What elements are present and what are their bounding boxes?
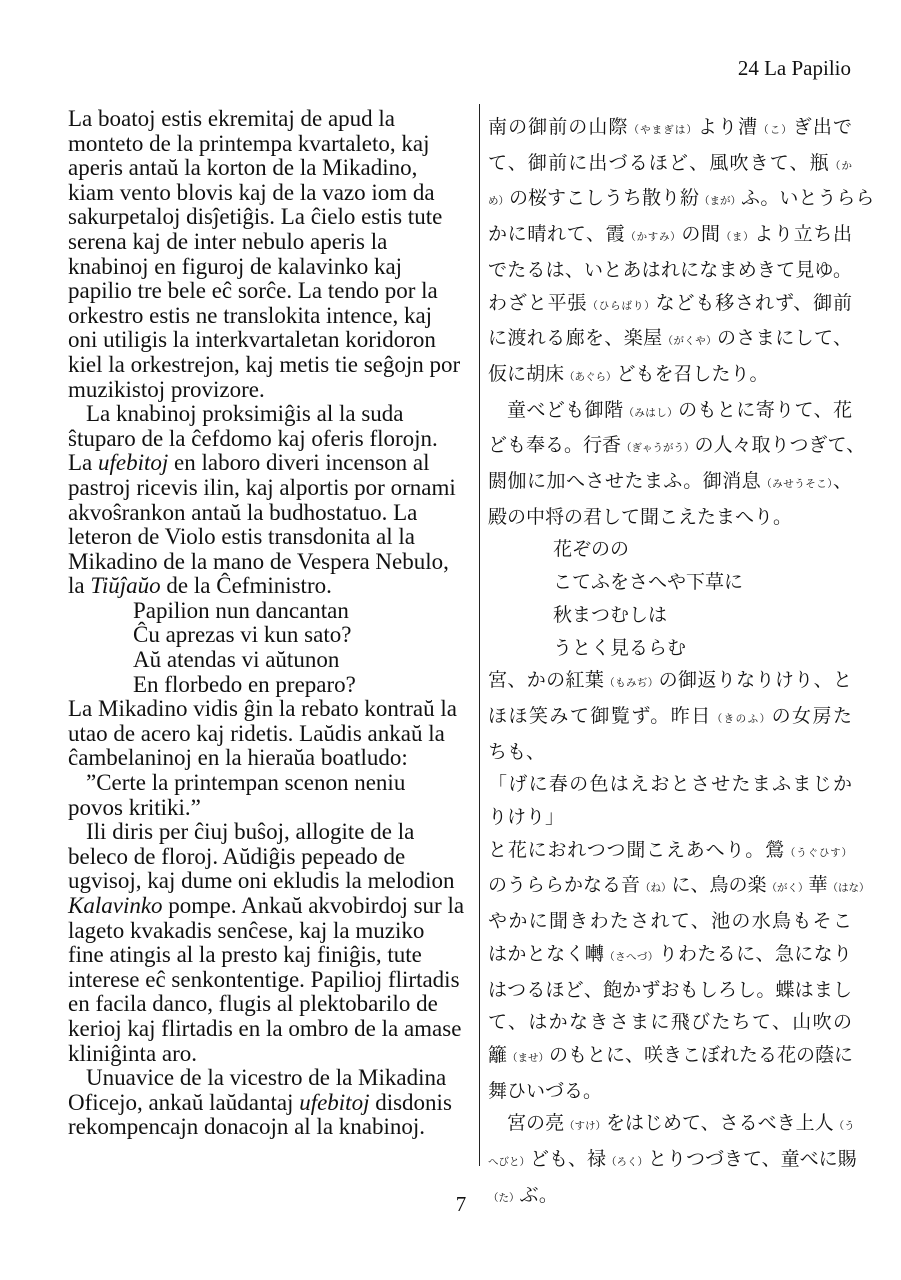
text-line [68,230,476,255]
paragraph-block [68,820,476,1066]
text-line [68,1042,476,1067]
reading-gloss: （ろく） [606,1156,649,1169]
text-line [68,132,476,157]
text-run: ぎ出で [792,116,852,138]
reading-gloss: （か [829,159,852,172]
continued-block [488,664,852,768]
text-line [488,1179,852,1215]
text-line [68,525,476,550]
text-line [68,451,476,476]
text-line [488,254,852,287]
text-run: Ili diris per ĉiuj buŝoj, allogite de la [86,819,415,845]
text-line [68,845,476,870]
text-line [68,156,476,181]
text-run: りけり」 [488,806,565,829]
text-line [68,328,476,353]
text-run: 宮、かの紅葉 [488,669,605,692]
continued-block [488,111,875,394]
text-run: のうららかなる音 [488,874,641,897]
text-run: の人々取りつぎて、 [694,434,866,457]
reading-gloss: （みせうそこ） [761,478,833,491]
text-run: のもとに寄りて、花 [678,398,852,421]
text-run: Aŭ atendas vi aŭtunon [133,647,340,673]
text-run: Oficejo, ankaŭ laŭdantaj [68,1089,300,1115]
text-run: knabinoj en figuroj de kalavinko kaj [68,253,403,279]
running-title: 24 La Papilio [737,56,851,80]
text-run: 、 [832,470,852,493]
text-line [488,147,852,183]
text-run: と花におれつつ聞こえあへり。鶯 [488,838,785,861]
reading-gloss: （ね） [640,882,672,895]
text-run: 閼伽に加へさせたまふ。御消息 [488,470,762,493]
text-run: はつるほど、飽かずおもしろし。蝶はまし [488,978,852,1001]
text-run: ちも、 [488,740,546,763]
text-run: serena kaj de inter nebulo aperis la [68,228,388,254]
text-run: 秋まつむしは [553,603,668,626]
text-line [68,968,476,993]
text-run: papilio tre bele eĉ sorĉe. La tendo por la [68,278,438,304]
text-run: rekompencajn donacojn al la knabinoj. [68,1114,426,1140]
reading-gloss: （がく） [766,882,809,895]
text-run: 南の御前の山際 [488,116,629,138]
text-line [68,771,476,796]
text-line [68,648,476,673]
text-run: disdonis [369,1089,452,1115]
paragraph-block [68,402,476,599]
text-run: をはじめて、さるべき上人 [606,1112,834,1135]
text-run: の間 [681,223,721,246]
text-line [488,632,852,665]
text-run: leteron de Violo estis transdonita al la [68,524,415,550]
text-run: 童べども御階 [507,398,624,421]
text-line [488,869,870,905]
text-run: うとく見るらむ [553,636,687,659]
text-line [68,574,476,599]
text-run: La knabinoj proksimiĝis al la suda [86,401,404,427]
reading-gloss: （もみぢ） [604,677,659,690]
text-run: 花ぞのの [553,538,630,561]
text-run: fine atingis al la presto kaj finiĝis, tute [68,942,422,968]
text-run: La [68,450,99,476]
reading-gloss: （はな） [827,882,870,895]
text-run: でたるは、いとあはれになまめきて見ゆ。 [488,258,852,281]
text-run: en facila danco, flugis al plektobarilo de [68,991,438,1017]
reading-gloss: （ませ） [507,1051,550,1064]
text-line [68,796,476,821]
continued-block [68,697,476,771]
paragraph-block [68,771,476,820]
text-line [488,974,852,1007]
text-line [68,501,476,526]
text-line [488,1006,852,1039]
text-run: Papilion nun dancantan [133,597,349,623]
text-run: やかに聞きわたされて、池の水鳥もそこ [488,910,852,933]
text-line [68,1066,476,1091]
continued-block [68,107,476,402]
text-line [68,820,476,845]
text-run: ほほ笑みて御覧ず。昨日 [488,704,712,727]
text-line [68,992,476,1017]
text-line [488,1075,852,1108]
text-run: La boatoj estis ekremitaj de apud la [68,106,395,131]
text-line [68,205,476,230]
text-line [488,736,852,769]
text-run: 仮に胡床 [488,362,565,385]
text-line [488,664,852,700]
text-line [488,599,852,632]
text-run: に、鳥の楽 [671,874,767,897]
text-run: て、御前に出づるほど、風吹きて、瓶 [488,151,830,174]
text-line [488,287,852,323]
reading-gloss: （うぐひす） [784,846,852,859]
text-run: ĉambelaninoj en la hieraŭa boatludo: [68,745,408,771]
text-line [488,533,852,566]
italic-text: ufebitoj [98,450,169,476]
text-line [68,427,476,452]
text-run: 華 [808,874,828,897]
continued-block [488,768,852,833]
paragraph-block [488,394,866,534]
text-run: 舞ひいづる。 [488,1079,603,1102]
text-line [68,181,476,206]
text-run: kiel la orkestrejon, kaj metis tie seĝojn por [68,351,461,377]
text-run: ”Certe la printempan scenon neniu [86,770,406,796]
text-run: aperis antaŭ la korton de la Mikadino, [68,155,418,181]
text-line [488,182,875,218]
paragraph-block [68,1066,476,1140]
reading-gloss: （すけ） [564,1120,607,1133]
reading-gloss: （まが） [699,195,742,208]
italic-text: Kalavinko [68,893,163,918]
text-run: ふ。いとうらら [741,187,875,210]
text-run: とりつづきて、童べに賜 [648,1148,857,1171]
text-run: こてふをさへや下草に [553,571,744,594]
reading-gloss: （う [833,1120,855,1133]
text-run: て、はかなきさまに飛びたちて、山吹の [488,1011,852,1034]
text-line [488,566,852,599]
reading-gloss: （さへづ） [604,950,659,963]
text-run: kiam vento blovis kaj de la vazo iom da [68,179,435,205]
text-line [68,353,476,378]
text-line [68,1115,476,1140]
text-line [68,107,476,132]
text-line [488,905,852,938]
text-line [68,550,476,575]
text-line [68,919,476,944]
text-run: Ĉu aprezas vi kun sato? [133,622,352,648]
text-line [488,801,852,834]
verse-block [68,599,476,697]
text-run: ぶ。 [519,1183,558,1206]
text-run: のもとに、咲きこぼれたる花の蔭に [549,1043,854,1066]
text-line [68,402,476,427]
reading-gloss: （た） [488,1191,520,1204]
reading-gloss: （みはし） [623,406,679,419]
text-run: utao de acero kaj ridetis. Laŭdis ankaŭ la [68,720,445,746]
text-run: interese eĉ senkontentige. Papilioj flirtadis [68,966,460,992]
text-line [68,1017,476,1042]
text-line [488,218,852,254]
reading-gloss: （あぐら） [564,370,617,383]
text-run: ども奉る。行香 [488,434,622,457]
text-run: ŝtuparo de la ĉefdomo kaj oferis florojn. [68,425,438,451]
text-run: La Mikadino vidis ĝin la rebato kontraŭ la [68,696,457,722]
reading-gloss: （がくや） [662,335,718,348]
reading-gloss: （ぎゃうがう） [621,442,695,455]
text-run: 宮の亮 [507,1112,565,1135]
text-line [488,1143,857,1179]
text-run: sakurpetaloj disĵetiĝis. La ĉielo estis tute [68,204,443,230]
text-run: kliniĝinta aro. [68,1040,198,1066]
text-run: より漕 [697,116,759,138]
text-run: kerioj kaj flirtadis en la ombro de la amase [68,1015,462,1041]
text-run: に渡れる廊を、楽屋 [488,327,663,350]
text-run: のさまにして、 [717,327,852,350]
text-line [68,476,476,501]
text-line [488,501,852,534]
text-line [488,465,852,501]
reading-gloss: （ひらばり） [587,299,656,312]
text-run: muzikistoj provizore. [68,376,265,402]
text-line [68,673,476,698]
text-line [68,378,476,403]
text-line [68,1091,476,1116]
text-run: なども移されず、御前 [655,291,852,314]
continued-block [488,834,870,1108]
text-line [488,938,852,974]
text-line [68,722,476,747]
reading-gloss: め） [488,195,509,208]
text-run: beleco de floroj. Aŭdiĝis pepeado de [68,843,406,869]
text-line [488,768,852,801]
italic-text: Tiŭĵaŭo [90,573,161,599]
text-line [488,322,852,358]
text-line [68,599,476,624]
reading-gloss: （ま） [720,231,755,244]
reading-gloss: へびと） [488,1156,530,1169]
reading-gloss: （きのふ） [711,712,772,725]
text-run: akvoŝrankon antaŭ la budhostatuo. La [68,499,418,525]
text-run: pastroj ricevis ilin, kaj alportis por ornami [68,474,456,500]
text-line [488,111,852,147]
text-run: の女房た [771,704,852,727]
page-number: 7 [455,1192,467,1216]
text-run: の桜すこしうち散り紛 [509,187,700,210]
text-run: Unuavice de la vicestro de la Mikadina [86,1065,447,1091]
reading-gloss: （やまぎは） [628,124,698,136]
text-run: わざと平張 [488,291,588,314]
text-line [488,358,852,394]
text-line [68,869,476,894]
text-run: En florbedo en preparo? [133,671,356,697]
text-run: monteto de la printempa kvartaleto, kaj [68,130,430,156]
text-run: りわたるに、急になり [658,942,852,965]
verse-block [488,533,852,664]
column-divider [479,104,480,1166]
text-line [488,394,852,430]
text-run: 殿の中将の君して聞こえたまへり。 [488,505,793,528]
text-run: ugvisoj, kaj dume oni ekludis la melodion [68,868,455,894]
text-run: la [68,573,91,599]
text-line [68,255,476,280]
text-line [488,1107,855,1143]
esperanto-text-column [68,107,476,1140]
text-run: ども、禄 [530,1148,607,1171]
text-run: oni utiligis la interkvartaletan koridoron [68,327,436,353]
text-run: はかとなく囀 [488,942,605,965]
text-run: pompe. Ankaŭ akvobirdoj sur la [162,893,465,918]
text-run: orkestro estis ne translokita intence, kaj [68,302,433,328]
text-line [68,279,476,304]
text-run: かに晴れて、霞 [488,223,626,246]
text-line [68,746,476,771]
text-run: どもを召したり。 [616,362,769,385]
paragraph-block [488,1107,857,1214]
text-run: 「げに春の色はえおとさせたまふまじか [488,773,852,796]
text-run: povos kritiki.” [68,794,201,820]
text-run: de la Ĉefministro. [160,573,332,599]
text-line [488,700,852,736]
text-line [488,429,866,465]
text-line [68,697,476,722]
text-run: Mikadino de la mano de Vespera Nebulo, [68,548,449,574]
text-run: より立ち出 [754,223,852,246]
italic-text: ufebitoj [299,1089,370,1115]
text-line [68,894,476,919]
text-line [68,304,476,329]
text-run: の御返りなりけり、と [658,669,852,692]
reading-gloss: （かすみ） [625,231,682,244]
text-line [68,623,476,648]
text-line [68,943,476,968]
reading-gloss: （こ） [758,124,793,136]
text-run: 籬 [488,1043,508,1066]
text-line [488,834,852,870]
text-run: lageto kvakadis senĉese, kaj la muziko [68,917,425,943]
text-run: en laboro diveri incenson al [168,450,430,476]
japanese-text-column [488,111,875,1215]
text-line [488,1039,852,1075]
